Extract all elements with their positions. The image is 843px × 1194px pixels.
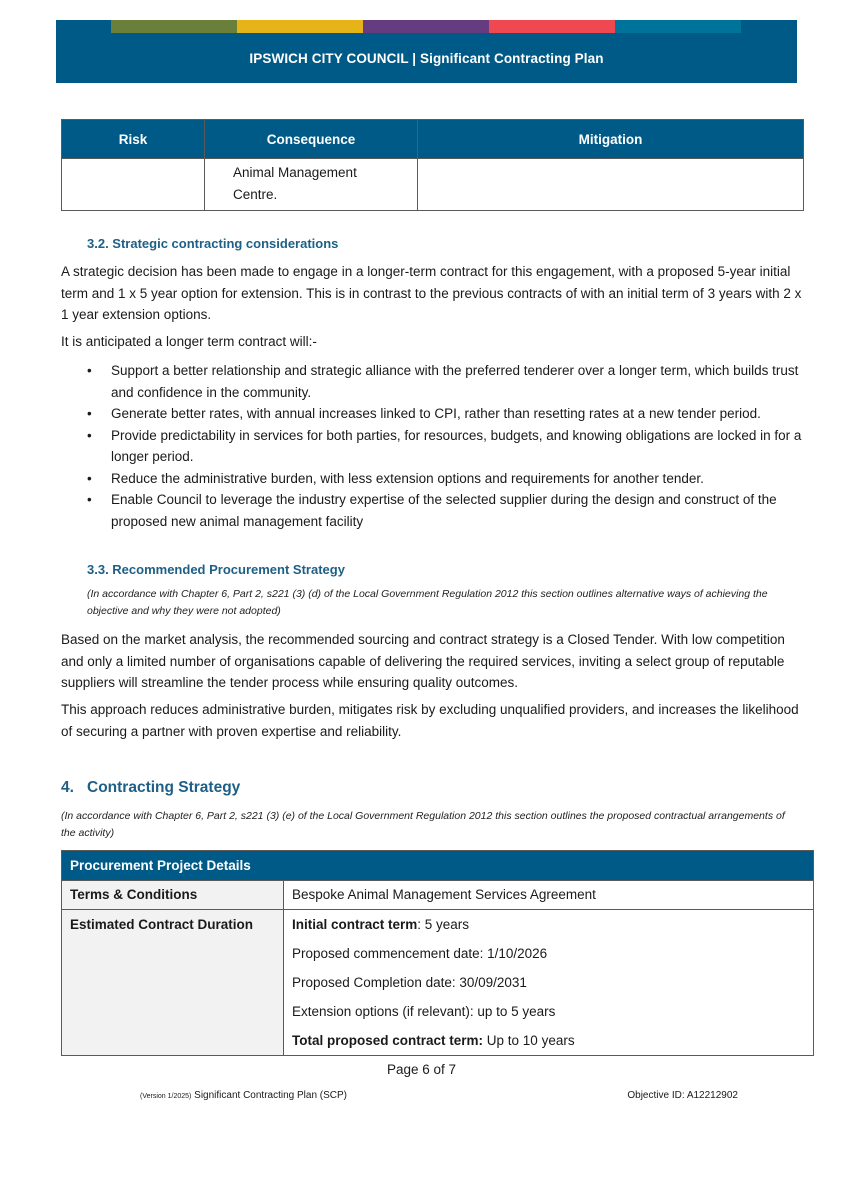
version-label: (Version 1/2025) — [140, 1093, 192, 1100]
header-title: IPSWICH CITY COUNCIL | Significant Contracting Plan — [249, 51, 604, 66]
color-stripe-yellow — [237, 20, 363, 33]
column-header-consequence: Consequence — [205, 120, 418, 159]
initial-term-line: Initial contract term: 5 years — [292, 917, 470, 932]
section-heading-3-3: 3.3. Recommended Procurement Strategy — [87, 562, 345, 577]
terms-label: Terms & Conditions — [62, 881, 284, 910]
bullet-icon: • — [87, 492, 92, 507]
table-row — [62, 159, 804, 211]
duration-value — [284, 910, 814, 1056]
page-number: Page 6 of 7 — [386, 1062, 457, 1077]
risk-cell — [62, 159, 205, 211]
color-stripe-green — [111, 20, 237, 33]
table-row — [62, 881, 814, 910]
bullet-icon: • — [87, 406, 92, 421]
strategic-paragraph: A strategic decision has been made to engage in a longer-term contract for this engagement, with a proposed 5-year initial term and 1 x 5 year option for extension. This is in contrast to the previous contracts of with an initial term of 3 years with 2 x 1 year extension options. — [61, 264, 802, 322]
bullet-icon: • — [87, 427, 92, 443]
anticipated-intro: It is anticipated a longer term contract will:- — [61, 334, 317, 349]
footer-objective-id: Objective ID: A12212902 — [627, 1090, 738, 1101]
column-header-mitigation: Mitigation — [418, 120, 804, 159]
regulation-note-4: (In accordance with Chapter 6, Part 2, s221 (3) (e) of the Local Government Regulation 2012 this section outlines the proposed contractual arrangements of the activity) — [61, 810, 785, 839]
list-item: • Enable Council to leverage the industry expertise of the selected supplier during the design and construct of the proposed new animal management facility — [61, 489, 806, 532]
procurement-paragraph-1: Based on the market analysis, the recommended sourcing and contract strategy is a Closed Tender. With low competition and only a limited number of organisations capable of delivering the required services, inviting a select group of reputable suppliers will streamline the tender process while ensuring quality outcomes. — [61, 632, 785, 690]
list-item: • Generate better rates, with annual increases linked to CPI, rather than resetting rates at a new tender period. — [61, 403, 806, 425]
section-heading-4 — [61, 779, 240, 797]
color-stripe-teal — [615, 20, 741, 33]
list-item: • Reduce the administrative burden, with less extension options and requirements for another tender. — [61, 468, 806, 490]
procurement-table-header: Procurement Project Details — [62, 851, 814, 881]
bullet-icon: • — [87, 470, 92, 486]
procurement-details-table — [61, 850, 814, 1056]
list-item: • Provide predictability in services for both parties, for resources, budgets, and knowing obligations are locked in for a longer period. — [61, 425, 806, 468]
extension-line: Extension options (if relevant): up to 5 years — [292, 1004, 556, 1019]
risk-table — [61, 119, 804, 211]
total-term-line: Total proposed contract term: Up to 10 years — [292, 1033, 575, 1048]
color-stripe-purple — [363, 20, 489, 33]
section-heading-3-2: 3.2. Strategic contracting considerations — [87, 236, 339, 251]
benefits-list — [61, 360, 806, 532]
completion-line: Proposed Completion date: 30/09/2031 — [292, 975, 527, 990]
mitigation-cell — [418, 159, 804, 211]
terms-value: Bespoke Animal Management Services Agreement — [284, 881, 814, 910]
color-stripe-red — [489, 20, 615, 33]
bullet-icon: • — [87, 363, 92, 378]
section-number: 4. — [61, 779, 74, 796]
regulation-note-3-3: (In accordance with Chapter 6, Part 2, s221 (3) (d) of the Local Government Regulation 2012 this section outlines alternative ways of achieving the objective and why they were not adopted) — [87, 588, 768, 617]
footer-document-name: (Version 1/2025) Significant Contracting Plan (SCP) — [140, 1090, 347, 1101]
risk-table-header-row — [62, 120, 804, 159]
procurement-paragraph-2: This approach reduces administrative burden, mitigates risk by excluding unqualified providers, and increases the likelihood of securing a partner with proven expertise and reliability. — [61, 702, 799, 739]
duration-label: Estimated Contract Duration — [62, 910, 284, 1056]
commencement-line: Proposed commencement date: 1/10/2026 — [292, 946, 548, 961]
consequence-cell: Animal Management Centre. — [205, 159, 418, 211]
list-item: • Support a better relationship and strategic alliance with the preferred tenderer over a longer term, which builds trust and confidence in the community. — [61, 360, 806, 403]
section-title: Contracting Strategy — [87, 779, 241, 796]
table-row — [62, 910, 814, 1056]
document-header-banner — [56, 20, 797, 83]
column-header-risk: Risk — [62, 120, 205, 159]
